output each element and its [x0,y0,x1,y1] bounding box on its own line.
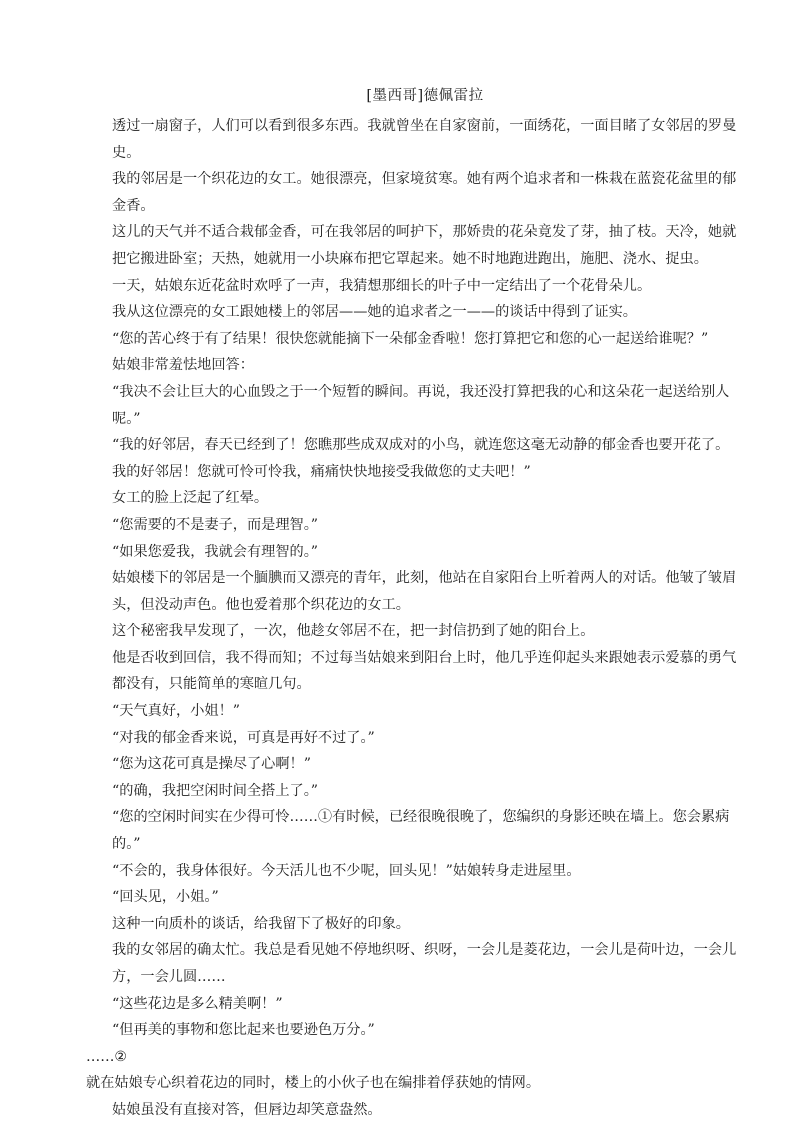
paragraph: 姑娘虽没有直接对答，但唇边却笑意盎然。 [112,1101,382,1118]
paragraph: “的确，我把空闲时间全搭上了。” [112,782,319,799]
paragraph: “但再美的事物和您比起来也要逊色万分。” [112,1022,375,1039]
paragraph: 我的邻居是一个织花边的女工。她很漂亮，但家境贫寒。她有两个追求者和一株栽在蓝瓷花盆里的郁金香。 [112,171,737,214]
paragraph: 就在姑娘专心织着花边的同时，楼上的小伙子也在编排着俘获她的情网。 [86,1075,541,1092]
paragraph: “不会的，我身体很好。今天活儿也不少呢，回头见！”姑娘转身走进屋里。 [112,862,581,879]
document-title: [墨西哥]德佩雷拉 [366,88,484,104]
paragraph: 女工的脸上泛起了红晕。 [112,490,269,507]
paragraph: “您为这花可真是操尽了心啊！” [112,756,311,773]
paragraph: ……② [86,1048,128,1065]
paragraph: “您的苦心终于有了结果！很快您就能摘下一朵郁金香啦！您打算把它和您的心一起送给谁呢？” [112,330,709,347]
paragraph: 一天，姑娘东近花盆时欢呼了一声，我猜想那细长的叶子中一定结出了一个花骨朵儿。 [112,277,652,294]
paragraph: 我的女邻居的确太忙。我总是看见她不停地织呀、织呀，一会儿是菱花边，一会儿是荷叶边，一会儿方，一会儿圆…… [112,942,737,985]
paragraph: “这些花边是多么精美啊！” [112,995,283,1012]
paragraph: 我从这位漂亮的女工跟她楼上的邻居——她的追求者之一——的谈话中得到了证实。 [112,304,637,321]
paragraph: “您的空闲时间实在少得可怜……①有时候，已经很晚很晚了，您编织的身影还映在墙上。您会累病的。” [112,809,730,853]
paragraph: “天气真好，小姐！” [112,703,241,720]
paragraph: 这个秘密我早发现了，一次，他趁女邻居不在，把一封信扔到了她的阳台上。 [112,623,595,640]
paragraph: “如果您爱我，我就会有理智的。” [112,543,319,560]
paragraph: 姑娘楼下的邻居是一个腼腆而又漂亮的青年，此刻，他站在自家阳台上听着两人的对话。他皱了皱眉头，但没动声色。他也爱着那个织花边的女工。 [112,570,737,613]
paragraph: “您需要的不是妻子，而是理智。” [112,516,319,533]
paragraph: 这种一向质朴的谈话，给我留下了极好的印象。 [112,915,410,932]
paragraph: “对我的郁金香来说，可真是再好不过了。” [112,729,375,746]
paragraph: 他是否收到回信，我不得而知；不过每当姑娘来到阳台上时，他几乎连仰起头来跟她表示爱慕的勇气都没有，只能简单的寒暄几句。 [112,649,737,693]
paragraph: “我的好邻居，春天已经到了！您瞧那些成双成对的小鸟，就连您这毫无动静的郁金香也要开花了。我的好邻居！您就可怜可怜我，痛痛快快地接受我做您的丈夫吧！” [112,437,730,480]
paragraph: 姑娘非常羞怯地回答： [112,357,254,374]
paragraph: “我决不会让巨大的心血毁之于一个短暂的瞬间。再说，我还没打算把我的心和这朵花一起送给别人呢。” [112,383,730,427]
paragraph: “回头见，小姐。” [112,889,219,906]
paragraph: 透过一扇窗子，人们可以看到很多东西。我就曾坐在自家窗前，一面绣花，一面目睹了女邻居的罗曼史。 [112,118,737,161]
paragraph: 这儿的天气并不适合栽郁金香，可在我邻居的呵护下，那娇贵的花朵竟发了芽，抽了枝。天冷，她就把它搬进卧室；天热，她就用一小块麻布把它罩起来。她不时地跑进跑出，施肥、浇水、捉虫。 [112,224,737,267]
